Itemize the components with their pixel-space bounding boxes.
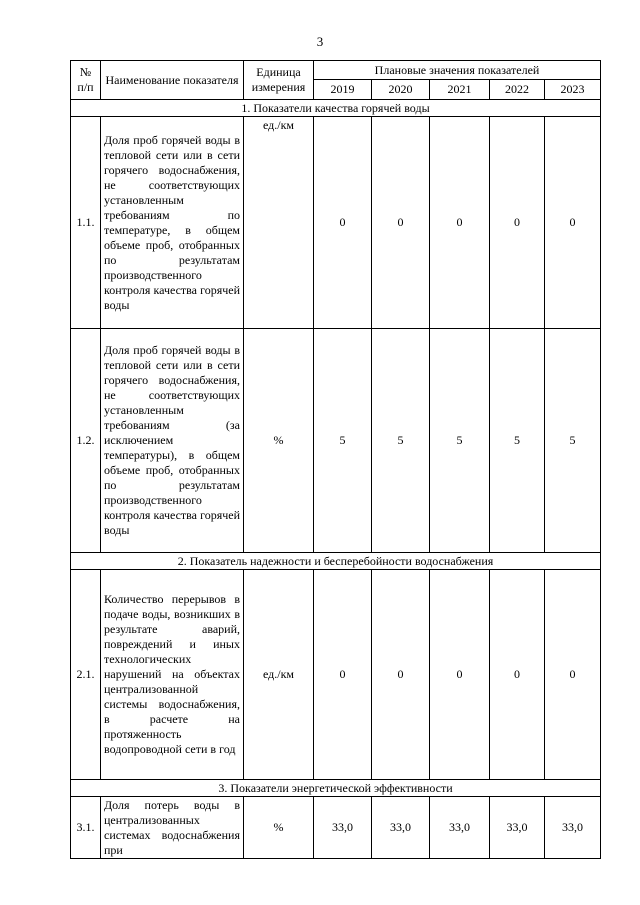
row-value: 0: [545, 117, 601, 329]
section-row: [71, 553, 601, 570]
row-value: 5: [430, 329, 490, 553]
section-row: [71, 100, 601, 117]
table-row: [71, 117, 601, 329]
row-number: 1.1.: [71, 117, 101, 329]
header-year: 2023: [545, 80, 601, 100]
row-value: 5: [490, 329, 545, 553]
section-title: 2. Показатель надежности и бесперебойности водоснабжения: [71, 553, 601, 570]
row-value: 5: [314, 329, 372, 553]
row-unit: ед./км: [244, 570, 314, 780]
header-name: Наименование показателя: [101, 61, 244, 100]
row-value: 0: [490, 117, 545, 329]
table-row: [71, 329, 601, 553]
page-number: 3: [316, 34, 324, 49]
header-year: 2020: [372, 80, 430, 100]
section-title: 1. Показатели качества горячей воды: [71, 100, 601, 117]
row-name: Доля проб горячей воды в тепловой сети или в сети горячего водоснабжения, не соответствующих установленным требованиям (за исключением температуры), в общем объеме проб, отобранных по результатам производственного контроля качества горячей воды: [101, 329, 244, 553]
row-name: Доля потерь воды в централизованных системах водоснабжения при: [101, 797, 244, 859]
row-value: 0: [372, 570, 430, 780]
row-value: 0: [372, 117, 430, 329]
row-value: 33,0: [314, 797, 372, 859]
header-unit: Единица измерения: [244, 61, 314, 100]
row-value: 0: [314, 570, 372, 780]
row-number: 3.1.: [71, 797, 101, 859]
row-name: Доля проб горячей воды в тепловой сети или в сети горячего водоснабжения, не соответствующих установленным требованиям по температуре, в общем объеме проб, отобранных по результатам производственного контроля качества горячей воды: [101, 117, 244, 329]
row-value: 33,0: [372, 797, 430, 859]
header-year: 2022: [490, 80, 545, 100]
row-value: 5: [372, 329, 430, 553]
row-value: 0: [490, 570, 545, 780]
row-unit: ед./км: [244, 117, 314, 329]
header-year: 2021: [430, 80, 490, 100]
row-number: 2.1.: [71, 570, 101, 780]
row-value: 5: [545, 329, 601, 553]
row-value: 0: [545, 570, 601, 780]
table-row: [71, 570, 601, 780]
row-value: 0: [430, 570, 490, 780]
row-value: 0: [430, 117, 490, 329]
header-planned: Плановые значения показателей: [314, 61, 601, 80]
row-value: 33,0: [490, 797, 545, 859]
row-unit: %: [244, 329, 314, 553]
row-number: 1.2.: [71, 329, 101, 553]
row-name: Количество перерывов в подаче воды, возникших в результате аварий, повреждений и иных технологических нарушений на объектах централизованной системы водоснабжения, в расчете на протяженность водопроводной сети в год: [101, 570, 244, 780]
indicators-table: [70, 60, 601, 859]
header-year: 2019: [314, 80, 372, 100]
header-num: № п/п: [71, 61, 101, 100]
row-value: 33,0: [545, 797, 601, 859]
row-unit: %: [244, 797, 314, 859]
row-value: 33,0: [430, 797, 490, 859]
section-title: 3. Показатели энергетической эффективности: [71, 780, 601, 797]
row-value: 0: [314, 117, 372, 329]
section-row: [71, 780, 601, 797]
table-row: [71, 797, 601, 859]
